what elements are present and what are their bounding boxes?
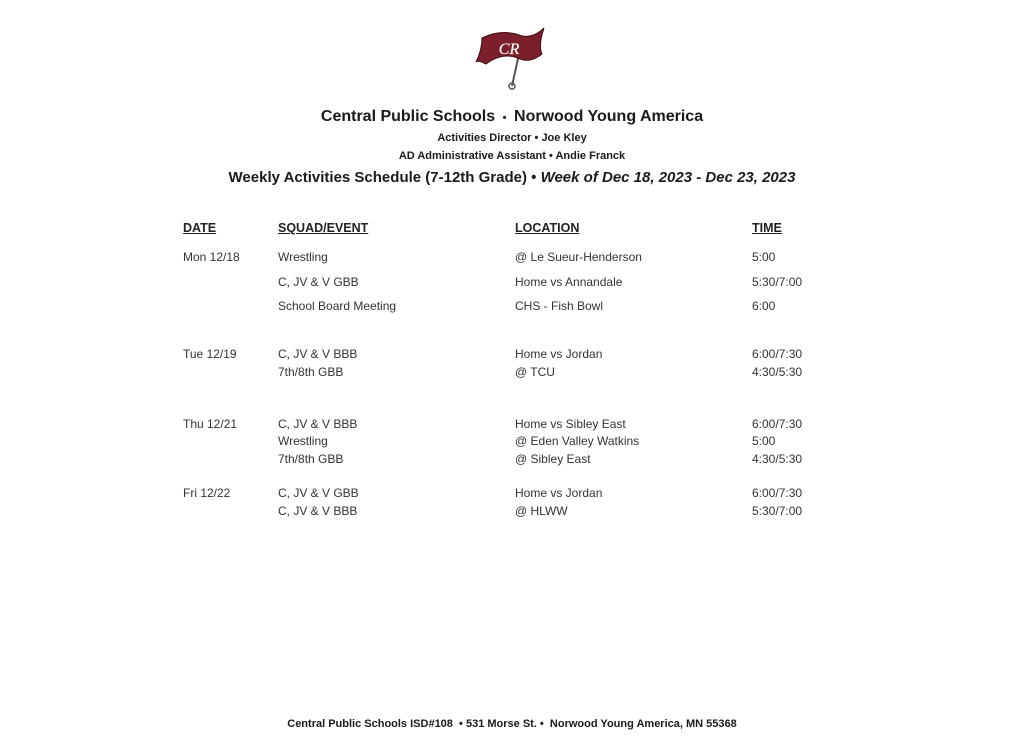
schedule-week: Week of Dec 18, 2023 - Dec 23, 2023: [540, 169, 796, 186]
assistant-line: AD Administrative Assistant • Andie Franck: [398, 150, 626, 162]
row-location: Home vs Annandale: [515, 275, 623, 289]
footer-city: Norwood Young America, MN 55368: [549, 718, 737, 730]
column-header-event: SQUAD/EVENT: [278, 221, 369, 235]
assistant-label: AD Administrative Assistant: [398, 150, 546, 162]
row-event: Wrestling: [278, 250, 328, 264]
row-time: 5:30/7:00: [752, 504, 803, 518]
row-date: Fri 12/22: [183, 486, 231, 500]
row-event: 7th/8th GBB: [278, 365, 344, 379]
row-event: C, JV & V BBB: [278, 504, 358, 518]
footer-district: Central Public Schools ISD#108: [287, 718, 453, 730]
row-date: Tue 12/19: [183, 347, 237, 361]
column-header-date: DATE: [183, 221, 217, 235]
row-event: Wrestling: [278, 434, 328, 448]
school-name: Central Public Schools: [320, 108, 496, 125]
row-location: @ TCU: [515, 365, 555, 379]
row-time: 4:30/5:30: [752, 365, 803, 379]
row-location: Home vs Jordan: [515, 486, 603, 500]
column-header-location: LOCATION: [515, 221, 580, 235]
row-location: @ Le Sueur-Henderson: [515, 250, 642, 264]
city-name: Norwood Young America: [514, 108, 704, 125]
row-event: School Board Meeting: [278, 299, 397, 313]
school-logo-flag-icon: [472, 24, 550, 92]
director-line: Activities Director • Joe Kley: [437, 132, 587, 144]
footer-address: 531 Morse St.: [465, 718, 537, 730]
schedule-title: Weekly Activities Schedule (7-12th Grade) • Week of Dec 18, 2023 - Dec 23, 2023: [228, 169, 796, 186]
director-name: Joe Kley: [541, 132, 587, 144]
row-event: C, JV & V GBB: [278, 275, 359, 289]
column-header-time: TIME: [752, 221, 782, 235]
row-time: 6:00: [752, 299, 776, 313]
row-time: 6:00/7:30: [752, 347, 803, 361]
row-date: Mon 12/18: [183, 250, 240, 264]
row-location: @ Sibley East: [515, 452, 591, 466]
director-label: Activities Director: [437, 132, 532, 144]
row-location: @ Eden Valley Watkins: [515, 434, 640, 448]
row-location: Home vs Sibley East: [515, 417, 626, 431]
schedule-title-text: Weekly Activities Schedule (7-12th Grade): [228, 169, 527, 186]
row-date: Thu 12/21: [183, 417, 238, 431]
row-event: C, JV & V GBB: [278, 486, 359, 500]
assistant-name: Andie Franck: [555, 150, 626, 162]
row-time: 5:00: [752, 434, 776, 448]
row-time: 4:30/5:30: [752, 452, 803, 466]
row-time: 6:00/7:30: [752, 417, 803, 431]
row-event: C, JV & V BBB: [278, 347, 358, 361]
row-location: CHS - Fish Bowl: [515, 299, 604, 313]
row-time: 6:00/7:30: [752, 486, 803, 500]
row-time: 5:00: [752, 250, 776, 264]
row-event: 7th/8th GBB: [278, 452, 344, 466]
row-location: @ HLWW: [515, 504, 568, 518]
row-time: 5:30/7:00: [752, 275, 803, 289]
footer-address-line: Central Public Schools ISD#108 • 531 Morse St. • Norwood Young America, MN 55368: [287, 718, 737, 730]
logo-monogram: CR: [498, 41, 520, 58]
school-heading: Central Public Schools • Norwood Young America: [320, 108, 704, 125]
row-event: C, JV & V BBB: [278, 417, 358, 431]
row-location: Home vs Jordan: [515, 347, 603, 361]
